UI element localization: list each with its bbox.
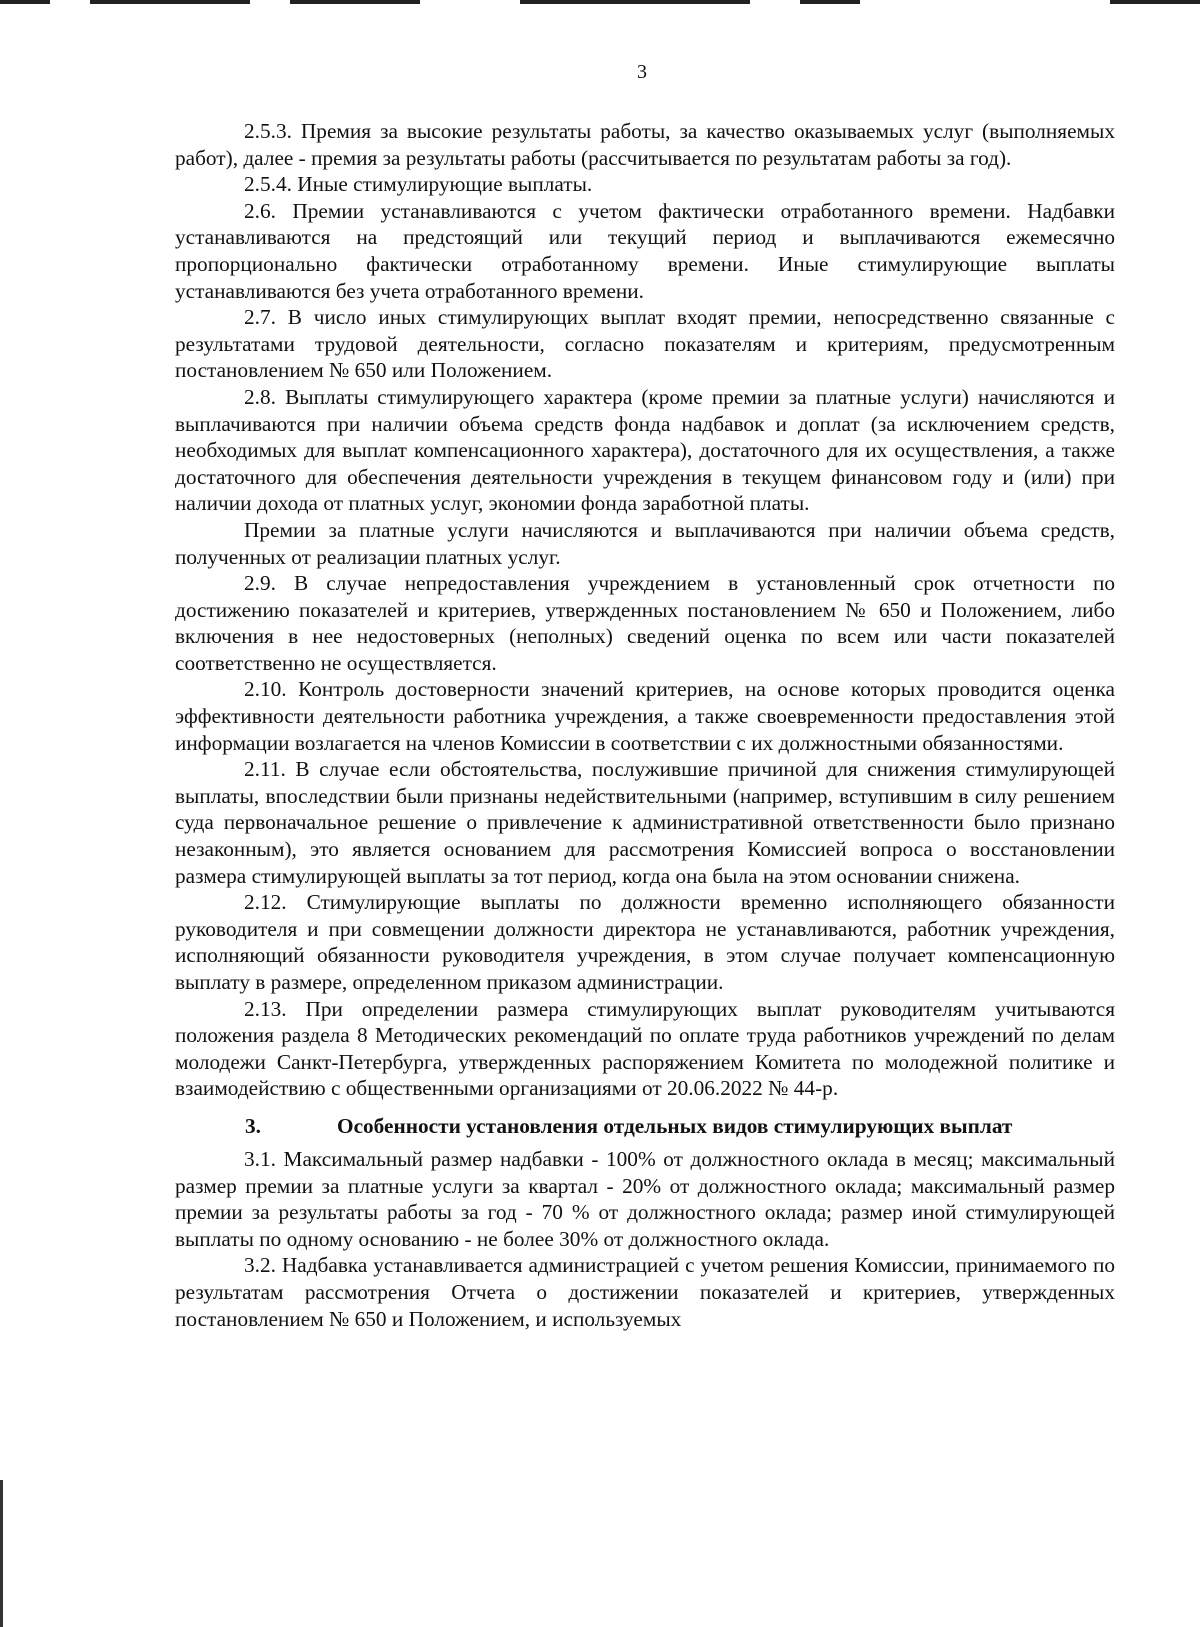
section-title: Особенности установления отдельных видов стимулирующих выплат (337, 1113, 1013, 1138)
scan-edge-top (520, 0, 750, 4)
paragraph-3-2: 3.2. Надбавка устанавливается администрацией с учетом решения Комиссии, принимаемого по результатам рассмотрения Отчета о достижении показателей и критериев, утвержденных постановлением № 650 и Положением, и используемых (175, 1253, 1115, 1331)
paragraph-2-6: 2.6. Премии устанавливаются с учетом фактически отработанного времени. Надбавки устанавливаются на предстоящий или текущий период и выплачиваются ежемесячно пропорционально фактически отработанному времени. Иные стимулирующие выплаты устанавливаются без учета отработанного времени. (175, 198, 1115, 303)
paragraph-2-7: 2.7. В число иных стимулирующих выплат входят премии, непосредственно связанные с результатами трудовой деятельности, согласно показателям и критериям, предусмотренным постановлением № 650 или Положением. (175, 305, 1115, 383)
paragraph-3-1: 3.1. Максимальный размер надбавки - 100% от должностного оклада в месяц; максимальный размер премии за платные услуги за квартал - 20% от должностного оклада; максимальный размер премии за результаты работы за год - 70 % от должностного оклада; размер иной стимулирующей выплаты по одному основанию - не более 30% от должностного оклада. (175, 1146, 1115, 1251)
scan-edge-left (0, 1480, 3, 1627)
paragraph-2-5-3: 2.5.3. Премия за высокие результаты работы, за качество оказываемых услуг (выполняемых работ), далее - премия за результаты работы (рассчитывается по результатам работы за год). (175, 119, 1115, 170)
scan-edge-top (800, 0, 860, 4)
paragraph-2-12: 2.12. Стимулирующие выплаты по должности временно исполняющего обязанности руководителя и при совмещении должности директора не устанавливаются, работник учреждения, исполняющий обязанности руководителя учреждения, в этом случае получает компенсационную выплату в размере, определенном приказом администрации. (175, 890, 1115, 994)
page-number: 3 (637, 61, 647, 83)
paragraph-2-10: 2.10. Контроль достоверности значений критериев, на основе которых проводится оценка эффективности деятельности работника учреждения, а также своевременности предоставления этой информации возлагается на членов Комиссии в соответствии с их должностными обязанностями. (175, 677, 1115, 755)
section-heading (175, 1112, 1115, 1140)
paragraph-2-9: 2.9. В случае непредоставления учреждением в установленный срок отчетности по достижению показателей и критериев, утвержденных постановлением № 650 и Положением, либо включения в нее недостоверных (неполных) сведений оценка по всем или части показателей соответственно не осуществляется. (175, 571, 1115, 675)
section-number: 3. (245, 1113, 261, 1138)
scan-edge-top (290, 0, 420, 4)
paragraph-2-11: 2.11. В случае если обстоятельства, послужившие причиной для снижения стимулирующей выплаты, впоследствии были признаны недействительными (например, вступившим в силу решением суда первоначальное решение о привлечение к административной ответственности было признано незаконным), это является основанием для рассмотрения Комиссией вопроса о восстановлении размера стимулирующей выплаты за тот период, когда она была на этом основании снижена. (175, 757, 1115, 888)
document-body (175, 118, 1115, 1332)
scan-edge-top (90, 0, 250, 4)
paragraph-2-13: 2.13. При определении размера стимулирующих выплат руководителям учитываются положения раздела 8 Методических рекомендаций по оплате труда работников учреждений по делам молодежи Санкт-Петербурга, утвержденных распоряжением Комитета по молодежной политике и взаимодействию с общественными организациями от 20.06.2022 № 44-р. (175, 996, 1115, 1101)
paragraph-2-5-4: 2.5.4. Иные стимулирующие выплаты. (244, 172, 593, 197)
paragraph-paid-services: Премии за платные услуги начисляются и выплачиваются при наличии объема средств, полученных от реализации платных услуг. (175, 517, 1115, 569)
paragraph-2-8: 2.8. Выплаты стимулирующего характера (кроме премии за платные услуги) начисляются и выплачиваются при наличии объема средств фонда надбавок и доплат (за исключением средств, необходимых для выплат компенсационного характера), достаточного для их осуществления, а также достаточного для обеспечения деятельности учреждения в текущем финансовом году и (или) при наличии дохода от платных услуг, экономии фонда заработной платы. (175, 384, 1115, 516)
scan-edge-top (0, 0, 50, 4)
scan-edge-top (1110, 0, 1200, 4)
